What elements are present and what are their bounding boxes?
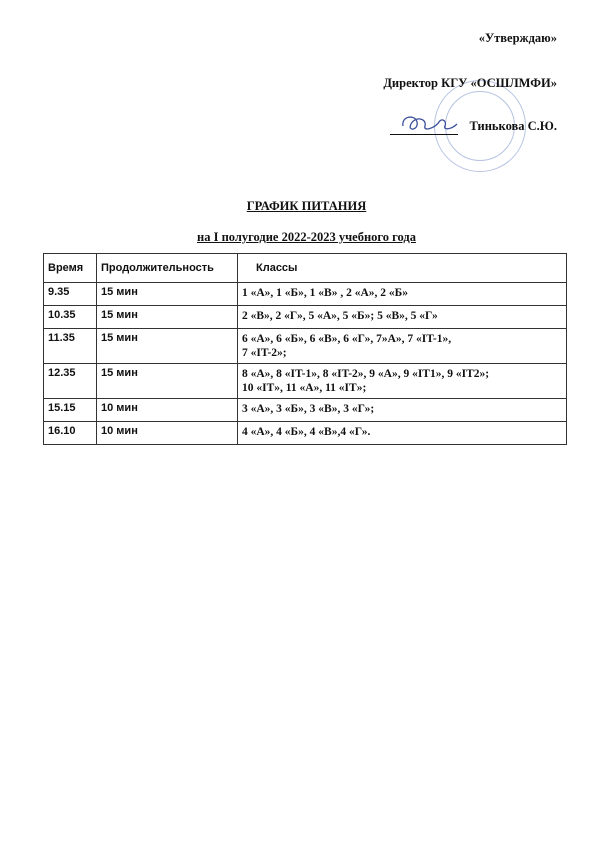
document-title: ГРАФИК ПИТАНИЯ	[246, 199, 367, 213]
table-row	[44, 399, 567, 422]
row-time: 10.35	[44, 306, 97, 329]
row-classes: 6 «А», 6 «Б», 6 «В», 6 «Г», 7»А», 7 «IT-1», 7 «IT-2»;	[238, 329, 567, 364]
director-name: Тинькова С.Ю.	[469, 119, 557, 133]
table-header-row	[44, 254, 567, 283]
row-time: 9.35	[44, 283, 97, 306]
table-row	[44, 364, 567, 399]
row-time: 12.35	[44, 364, 97, 399]
table-row	[44, 306, 567, 329]
header-classes: Классы	[238, 254, 567, 283]
table-row	[44, 329, 567, 364]
approval-label: «Утверждаю»	[478, 31, 557, 45]
row-time: 11.35	[44, 329, 97, 364]
table-row	[44, 422, 567, 445]
meal-schedule-table	[43, 253, 567, 445]
row-classes: 8 «А», 8 «IT-1», 8 «IT-2», 9 «А», 9 «IT1», 9 «IT2»; 10 «IT», 11 «А», 11 «IT»;	[238, 364, 567, 399]
row-duration: 15 мин	[97, 329, 238, 364]
signature-line	[390, 134, 458, 135]
row-classes: 1 «А», 1 «Б», 1 «В» , 2 «А», 2 «Б»	[238, 283, 567, 306]
row-classes: 4 «А», 4 «Б», 4 «В»,4 «Г».	[238, 422, 567, 445]
row-duration: 10 мин	[97, 422, 238, 445]
row-classes: 2 «В», 2 «Г», 5 «А», 5 «Б»; 5 «В», 5 «Г»	[238, 306, 567, 329]
row-duration: 15 мин	[97, 306, 238, 329]
director-line: Директор КГУ «ОСШЛМФИ»	[383, 76, 557, 90]
row-duration: 10 мин	[97, 399, 238, 422]
row-duration: 15 мин	[97, 283, 238, 306]
row-classes: 3 «А», 3 «Б», 3 «В», 3 «Г»;	[238, 399, 567, 422]
header-time: Время	[44, 254, 97, 283]
row-time: 16.10	[44, 422, 97, 445]
row-duration: 15 мин	[97, 364, 238, 399]
row-time: 15.15	[44, 399, 97, 422]
table-row	[44, 283, 567, 306]
header-duration: Продолжительность	[97, 254, 238, 283]
document-subtitle: на I полугодие 2022-2023 учебного года	[197, 230, 416, 244]
